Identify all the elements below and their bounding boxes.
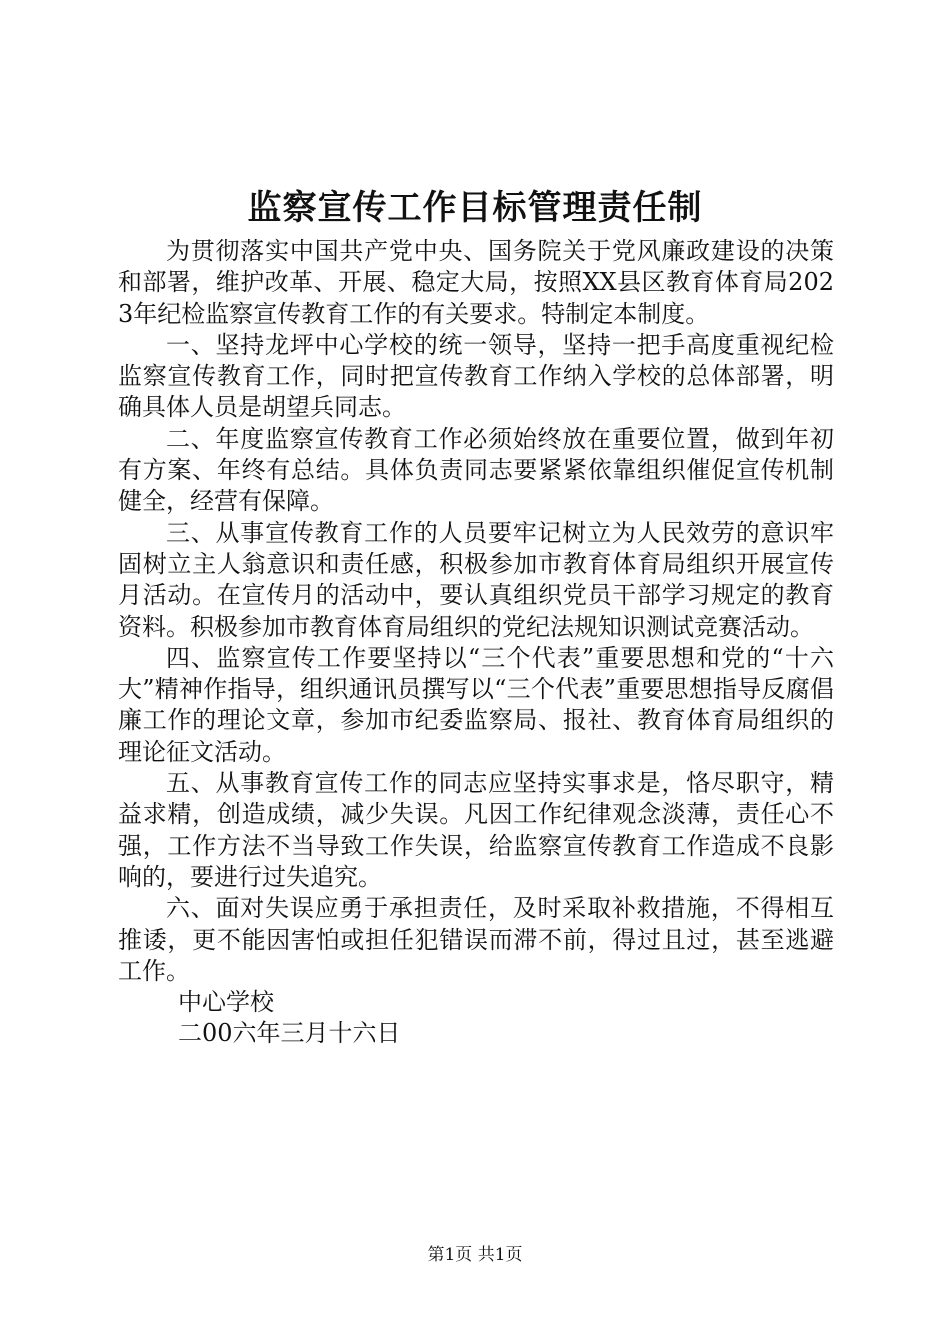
document-title: 监察宣传工作目标管理责任制 bbox=[247, 188, 703, 228]
clause-3-paragraph: 三、从事宣传教育工作的人员要牢记树立为人民效劳的意识牢固树立主人翁意识和责任感，积极参加市教育体育局组织开展宣传月活动。在宣传月的活动中，要认真组织党员干部学习规定的教育资料。积极参加市教育体育局组织的党纪法规知识测试竞赛活动。 bbox=[118, 518, 834, 641]
clause-1-paragraph: 一、坚持龙坪中心学校的统一领导，坚持一把手高度重视纪检监察宣传教育工作，同时把宣传教育工作纳入学校的总体部署，明确具体人员是胡望兵同志。 bbox=[118, 330, 834, 422]
clause-4-paragraph: 四、监察宣传工作要坚持以“三个代表”重要思想和党的“十六大”精神作指导，组织通讯员撰写以“三个代表”重要思想指导反腐倡廉工作的理论文章，参加市纪委监察局、报社、教育体育局组织的理论征文活动。 bbox=[118, 643, 834, 766]
page-footer: 第1页 共1页 bbox=[427, 1245, 523, 1265]
clause-2-paragraph: 二、年度监察宣传教育工作必须始终放在重要位置，做到年初有方案、年终有总结。具体负责同志要紧紧依靠组织催促宣传机制健全，经营有保障。 bbox=[118, 424, 834, 516]
signature-date: 二00六年三月十六日 bbox=[178, 1019, 401, 1048]
clause-5-paragraph: 五、从事教育宣传工作的同志应坚持实事求是，恪尽职守，精益求精，创造成绩，减少失误。凡因工作纪律观念淡薄，责任心不强，工作方法不当导致工作失误，给监察宣传教育工作造成不良影响的，要进行过失追究。 bbox=[118, 769, 834, 891]
document-body bbox=[118, 236, 834, 1050]
clause-6-paragraph: 六、面对失误应勇于承担责任，及时采取补救措施，不得相互推诿，更不能因害怕或担任犯错误而滞不前，得过且过，甚至逃避工作。 bbox=[118, 894, 834, 985]
signature-organization: 中心学校 bbox=[178, 988, 274, 1017]
intro-paragraph: 为贯彻落实中国共产党中央、国务院关于党风廉政建设的决策和部署，维护改革、开展、稳定大局，按照XX县区教育体育局2023年纪检监察宣传教育工作的有关要求。特制定本制度。 bbox=[118, 237, 834, 328]
